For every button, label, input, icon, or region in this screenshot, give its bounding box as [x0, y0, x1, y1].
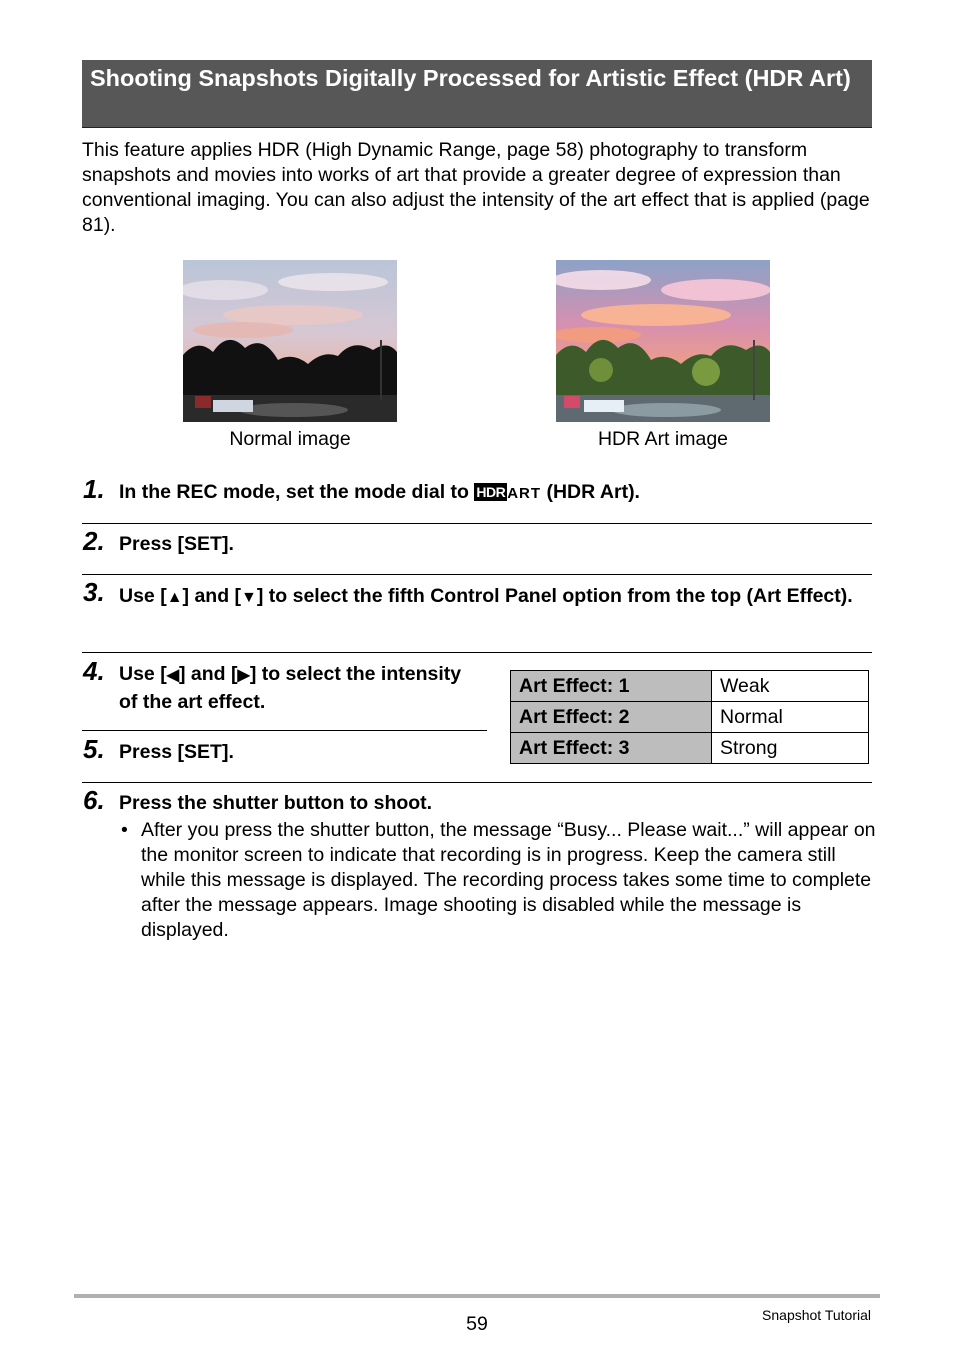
- step-divider: [82, 574, 872, 575]
- normal-image: [183, 260, 397, 422]
- page-number: 59: [466, 1313, 488, 1335]
- step-4-text-part: ] to select the intensity of the art effect.: [119, 663, 462, 713]
- step-number: 5.: [83, 734, 105, 764]
- step-number: 2.: [83, 526, 105, 556]
- table-row: [511, 702, 869, 733]
- step-1-text: [119, 479, 640, 507]
- step-1-text-after: (HDR Art).: [546, 481, 640, 503]
- step-2-text: Press [SET].: [119, 533, 234, 555]
- table-row: [511, 733, 869, 764]
- step-divider: [82, 523, 872, 524]
- section-title-bar: [82, 60, 872, 128]
- footer-divider: [74, 1294, 880, 1298]
- step-3-text-part: ] to select the fifth Control Panel option from the top (Art Effect).: [256, 585, 853, 607]
- down-triangle-icon: ▼: [241, 589, 257, 606]
- note-text: After you press the shutter button, the message “Busy... Please wait...” will appear on the monitor screen to indicate that recording is in progress. Keep the camera still while this message is displayed. The recording process takes some time to complete after the message appears. Image shooting is disabled while the message is displayed.: [141, 819, 876, 941]
- normal-image-caption: Normal image: [229, 428, 351, 450]
- page-title: Shooting Snapshots Digitally Processed for Artistic Effect (HDR Art): [90, 65, 851, 91]
- step-number: 6.: [83, 785, 105, 815]
- table-cell-value: Strong: [712, 733, 869, 764]
- right-triangle-icon: ▶: [237, 667, 250, 684]
- hdr-art-mode-icon: [474, 481, 541, 503]
- step-number: 4.: [83, 656, 105, 686]
- step-divider: [82, 652, 872, 653]
- table-row: [511, 671, 869, 702]
- up-triangle-icon: ▲: [166, 589, 183, 606]
- step-5-text: Press [SET].: [119, 741, 234, 763]
- hdr-icon-box: HDR: [476, 484, 506, 500]
- step-number: 3.: [83, 577, 105, 607]
- step-3-text: [119, 583, 859, 611]
- hdr-art-image: [556, 260, 770, 422]
- bullet-icon: •: [121, 819, 128, 841]
- table-cell-value: Normal: [712, 702, 869, 733]
- step-4-text: [119, 661, 464, 715]
- step-6-text: Press the shutter button to shoot.: [119, 792, 433, 814]
- list-item: [119, 818, 879, 943]
- step-1-text-before: In the REC mode, set the mode dial to: [119, 481, 469, 503]
- step-4-text-part: Use [: [119, 663, 167, 685]
- hdr-art-image-caption: HDR Art image: [597, 428, 729, 450]
- step-divider: [82, 730, 487, 731]
- table-cell-key: Art Effect: 1: [511, 671, 712, 702]
- step-6-notes: [119, 818, 879, 943]
- step-3-text-part: Use [: [119, 585, 167, 607]
- art-icon-label: ART: [507, 485, 542, 502]
- step-4-text-part: ] and [: [179, 663, 238, 685]
- step-3-text-part: ] and [: [182, 585, 242, 607]
- step-divider: [82, 782, 872, 783]
- intro-paragraph: This feature applies HDR (High Dynamic Range, page 58) photography to transform snapshots and movies into works of art that provide a greater degree of expression than conventional imaging. You can also adjust the intensity of the art effect that is applied (page 81).: [82, 139, 870, 236]
- art-effect-table: [510, 670, 869, 764]
- step-number: 1.: [83, 474, 105, 504]
- left-triangle-icon: ◀: [166, 667, 179, 684]
- section-name: Snapshot Tutorial: [762, 1307, 871, 1323]
- table-cell-key: Art Effect: 3: [511, 733, 712, 764]
- table-cell-value: Weak: [712, 671, 869, 702]
- table-cell-key: Art Effect: 2: [511, 702, 712, 733]
